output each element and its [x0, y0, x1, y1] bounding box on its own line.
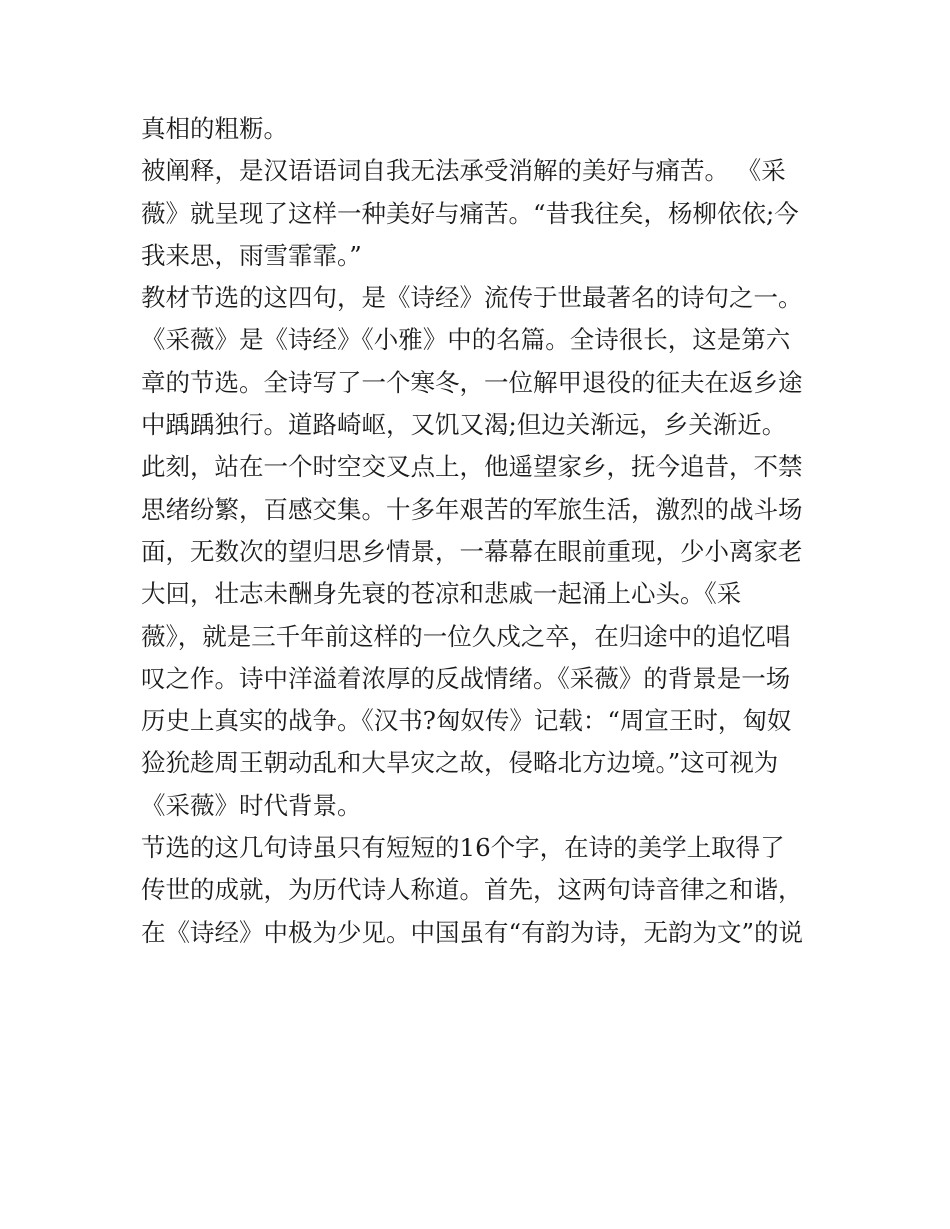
text-line: 薇》，就是三千年前这样的一位久戍之卒，在归途中的追忆唱	[141, 621, 791, 651]
text-line: 教材节选的这四句，是《诗经》流传于世最著名的诗句之一。	[141, 283, 803, 313]
text-line: 章的节选。全诗写了一个寒冬，一位解甲退役的征夫在返乡途	[141, 367, 803, 397]
text-line: 被阐释，是汉语语词自我无法承受消解的美好与痛苦。 《采	[141, 156, 786, 186]
text-line: 传世的成就，为历代诗人称道。首先，这两句诗音律之和谐，	[141, 875, 803, 905]
text-line: 历史上真实的战争。《汉书?匈奴传》记载：“周宣王时，匈奴	[141, 706, 792, 736]
text-line: 中踽踽独行。道路崎岖，又饥又渴;但边关渐远，乡关渐近。	[141, 410, 787, 440]
document-body	[141, 108, 821, 954]
text-line: 《采薇》是《诗经》《小雅》中的名篇。全诗很长，这是第六	[141, 325, 791, 355]
text-line: 猃狁趁周王朝动乱和大旱灾之故，侵略北方边境。”这可视为	[141, 748, 779, 778]
text-line: 真相的粗粝。	[141, 114, 288, 143]
text-line: 叹之作。诗中洋溢着浓厚的反战情绪。《采薇》的背景是一场	[141, 663, 791, 693]
text-line: 薇》就呈现了这样一种美好与痛苦。“昔我往矣，杨柳依依;今	[141, 198, 799, 228]
text-line: 此刻，站在一个时空交叉点上，他遥望家乡，抚今追昔，不禁	[141, 452, 803, 482]
text-line: 大回，壮志未酬身先衰的苍凉和悲戚一起涌上心头。《采	[141, 579, 742, 609]
text-line: 《采薇》时代背景。	[141, 790, 362, 820]
text-line: 面，无数次的望归思乡情景，一幕幕在眼前重现，少小离家老	[141, 536, 803, 566]
text-line: 思绪纷繁，百感交集。十多年艰苦的军旅生活，激烈的战斗场	[141, 494, 803, 524]
text-line: 在《诗经》中极为少见。中国虽有“有韵为诗，无韵为文”的说	[141, 917, 804, 947]
text-line: 节选的这几句诗虽只有短短的16个字，在诗的美学上取得了	[141, 833, 785, 863]
text-line: 我来思，雨雪霏霏。”	[141, 240, 362, 270]
